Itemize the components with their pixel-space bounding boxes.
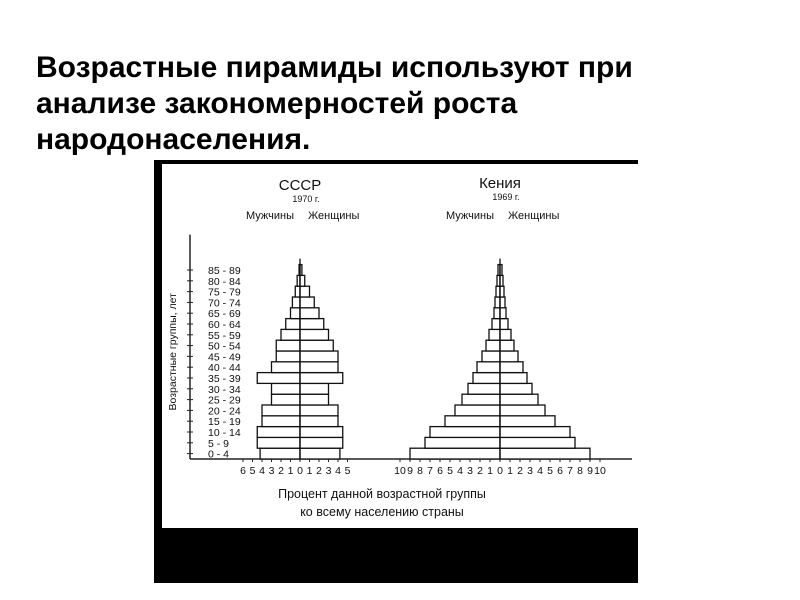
slide-title-line: анализе закономерностей роста bbox=[36, 87, 518, 120]
age-group-label: 5 - 9 bbox=[208, 437, 230, 450]
male-bar bbox=[468, 383, 500, 394]
female-bar bbox=[300, 437, 343, 448]
female-bar bbox=[500, 394, 538, 405]
pyramid-year: 1969 г. bbox=[492, 192, 520, 202]
female-bar bbox=[500, 319, 508, 330]
male-bar bbox=[276, 340, 300, 351]
x-tick-label: 1 bbox=[507, 465, 513, 477]
male-bar bbox=[473, 373, 500, 384]
x-tick-label: 4 bbox=[457, 465, 463, 477]
male-bar bbox=[257, 427, 300, 438]
male-bar bbox=[291, 308, 301, 319]
x-tick-label: 5 bbox=[344, 465, 351, 477]
male-bar bbox=[495, 297, 500, 308]
y-axis-title: Возрастные группы, лет bbox=[167, 293, 179, 411]
x-tick-label: 0 bbox=[497, 465, 503, 477]
age-group-label: 70 - 74 bbox=[208, 297, 241, 310]
age-group-label: 65 - 69 bbox=[208, 308, 241, 321]
female-bar bbox=[300, 329, 329, 340]
male-bar bbox=[272, 394, 301, 405]
x-tick-label: 5 bbox=[447, 465, 453, 477]
age-group-label: 0 - 4 bbox=[208, 448, 230, 461]
x-tick-label: 8 bbox=[417, 465, 423, 477]
x-axis-title-line: ко всему населению страны bbox=[300, 505, 464, 519]
male-bar bbox=[272, 383, 301, 394]
female-bar bbox=[500, 383, 532, 394]
female-bar bbox=[300, 297, 314, 308]
age-group-label: 85 - 89 bbox=[208, 265, 241, 277]
x-tick-label: 10 bbox=[394, 465, 406, 477]
x-tick-label: 0 bbox=[297, 465, 303, 477]
female-bar bbox=[300, 275, 305, 286]
age-group-label: 55 - 59 bbox=[208, 329, 241, 342]
x-tick-label: 1 bbox=[306, 465, 313, 477]
female-label: Женщины bbox=[308, 210, 360, 222]
male-bar bbox=[455, 405, 500, 416]
age-group-label: 60 - 64 bbox=[208, 319, 241, 331]
male-bar bbox=[281, 329, 300, 340]
female-bar bbox=[300, 373, 343, 384]
x-tick-label: 9 bbox=[407, 465, 413, 477]
x-tick-label: 6 bbox=[240, 465, 246, 477]
x-tick-label: 3 bbox=[527, 465, 533, 477]
male-bar bbox=[272, 362, 301, 373]
figure-frame bbox=[154, 160, 638, 583]
female-bar bbox=[500, 297, 505, 308]
x-tick-label: 10 bbox=[594, 465, 606, 477]
male-bar bbox=[410, 448, 500, 459]
female-bar bbox=[300, 427, 343, 438]
male-bar bbox=[292, 297, 300, 308]
x-tick-label: 9 bbox=[587, 465, 593, 477]
age-group-label: 30 - 34 bbox=[208, 383, 241, 396]
female-bar bbox=[500, 448, 590, 459]
pyramid-title: Кения bbox=[479, 175, 521, 192]
x-tick-label: 2 bbox=[316, 465, 322, 477]
female-bar bbox=[500, 329, 511, 340]
male-bar bbox=[286, 319, 300, 330]
x-tick-label: 2 bbox=[278, 465, 284, 477]
female-bar bbox=[300, 351, 338, 362]
male-bar bbox=[494, 308, 500, 319]
female-bar bbox=[300, 286, 310, 297]
male-bar bbox=[445, 416, 500, 427]
female-bar bbox=[300, 340, 333, 351]
male-label: Мужчины bbox=[445, 210, 494, 222]
slide-title bbox=[36, 50, 776, 158]
x-tick-label: 6 bbox=[557, 465, 563, 477]
male-bar bbox=[295, 286, 300, 297]
male-bar bbox=[276, 351, 300, 362]
age-group-label: 75 - 79 bbox=[208, 286, 241, 299]
age-group-label: 10 - 14 bbox=[208, 427, 241, 439]
male-bar bbox=[492, 319, 500, 330]
female-label: Женщины bbox=[508, 210, 560, 222]
x-tick-label: 3 bbox=[268, 465, 275, 477]
female-bar bbox=[500, 437, 575, 448]
male-bar bbox=[489, 329, 500, 340]
x-axis-title-line: Процент данной возрастной группы bbox=[278, 487, 486, 501]
female-bar bbox=[300, 383, 329, 394]
slide-title-line: Возрастные пирамиды используют при bbox=[36, 51, 633, 84]
male-bar bbox=[486, 340, 500, 351]
age-group-label: 20 - 24 bbox=[208, 405, 241, 418]
female-bar bbox=[300, 319, 324, 330]
female-bar bbox=[300, 394, 329, 405]
x-tick-label: 8 bbox=[577, 465, 583, 477]
x-tick-label: 2 bbox=[477, 465, 483, 477]
age-group-label: 15 - 19 bbox=[208, 416, 241, 429]
pyramid-title: СССР bbox=[278, 177, 322, 194]
male-bar bbox=[462, 394, 500, 405]
female-bar bbox=[500, 405, 545, 416]
female-bar bbox=[500, 340, 514, 351]
age-group-label: 80 - 84 bbox=[208, 275, 241, 288]
male-bar bbox=[477, 362, 500, 373]
x-tick-label: 4 bbox=[537, 465, 543, 477]
female-bar bbox=[500, 373, 527, 384]
x-tick-label: 6 bbox=[437, 465, 443, 477]
female-bar bbox=[300, 362, 338, 373]
female-bar bbox=[300, 308, 319, 319]
male-label: Мужчины bbox=[245, 210, 294, 222]
female-bar bbox=[300, 448, 340, 459]
x-tick-label: 7 bbox=[567, 465, 573, 477]
x-tick-label: 1 bbox=[487, 465, 493, 477]
age-group-label: 40 - 44 bbox=[208, 362, 241, 375]
figure-panel bbox=[162, 164, 638, 528]
male-bar bbox=[262, 405, 300, 416]
x-tick-label: 5 bbox=[249, 465, 256, 477]
male-bar bbox=[257, 373, 300, 384]
pyramid-year: 1970 г. bbox=[292, 194, 320, 204]
x-tick-label: 5 bbox=[547, 465, 553, 477]
male-bar bbox=[262, 416, 300, 427]
male-bar bbox=[430, 427, 500, 438]
slide-title-line: народонаселения. bbox=[36, 123, 311, 156]
male-bar bbox=[482, 351, 500, 362]
x-tick-label: 4 bbox=[335, 465, 341, 477]
population-pyramid-chart bbox=[162, 164, 638, 528]
female-bar bbox=[500, 308, 506, 319]
x-tick-label: 1 bbox=[287, 465, 294, 477]
female-bar bbox=[300, 416, 338, 427]
x-tick-label: 4 bbox=[259, 465, 265, 477]
age-group-label: 25 - 29 bbox=[208, 394, 241, 407]
female-bar bbox=[300, 405, 338, 416]
x-tick-label: 7 bbox=[427, 465, 433, 477]
age-group-label: 45 - 49 bbox=[208, 351, 241, 364]
female-bar bbox=[500, 362, 523, 373]
female-bar bbox=[500, 427, 570, 438]
female-bar bbox=[500, 416, 555, 427]
x-tick-label: 3 bbox=[325, 465, 332, 477]
x-tick-label: 2 bbox=[517, 465, 523, 477]
x-tick-label: 3 bbox=[467, 465, 473, 477]
age-group-label: 35 - 39 bbox=[208, 373, 241, 385]
male-bar bbox=[425, 437, 500, 448]
age-group-label: 50 - 54 bbox=[208, 340, 241, 353]
female-bar bbox=[500, 351, 518, 362]
male-bar bbox=[260, 448, 300, 459]
male-bar bbox=[257, 437, 300, 448]
